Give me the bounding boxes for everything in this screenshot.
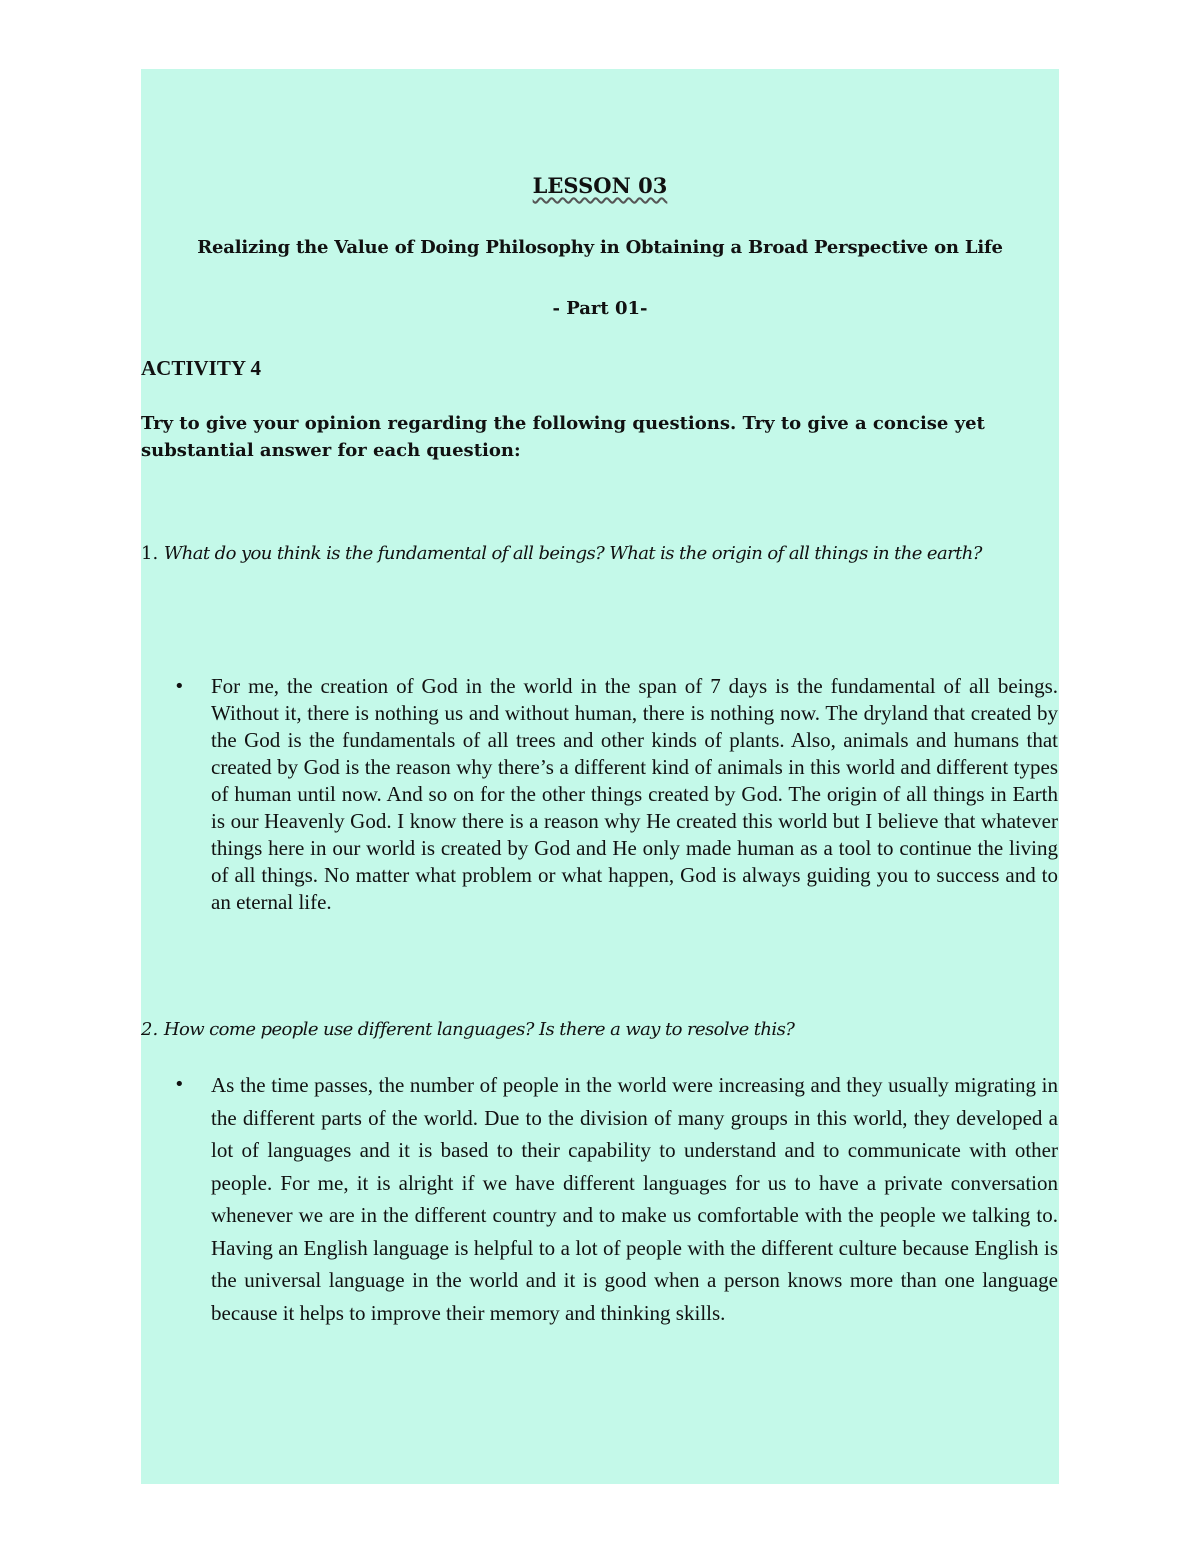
answer-text: As the time passes, the number of people in the world were increasing and they usually migrating in the different parts of the world. Due to the division of many groups in this world, they developed a lot of languages and it is based to their capability to understand and to communicate with other people. For me, it is alright if we have different languages for us to have a private conversation whenever we are in the different country and to make us comfortable with the people we talking to. Having an English language is helpful to a lot of people with the different culture because English is the universal language in the world and it is good when a person knows more than one language because it helps to improve their memory and thinking skills. <box>211 1073 1058 1325</box>
answer-text: For me, the creation of God in the world in the span of 7 days is the fundamental of all beings. Without it, there is nothing us and without human, there is nothing now. The dryland that created by the God is the fundamentals of all trees and other kinds of plants. Also, animals and humans that created by God is the reason why there’s a different kind of animals in this world and different types of human until now. And so on for the other things created by God. The origin of all things in Earth is our Heavenly God. I know there is a reason why He created this world but I believe that whatever things here in our world is created by God and He only made human as a tool to continue the living of all things. No matter what problem or what happen, God is always guiding you to success and to an eternal life. <box>211 674 1058 914</box>
bullet-icon: • <box>174 676 185 697</box>
lesson-title: LESSON 03 <box>532 173 668 198</box>
question-number: 1. <box>141 543 164 564</box>
answer-2 <box>174 1069 1058 1329</box>
activity-instructions: Try to give your opinion regarding the following questions. Try to give a concise yet substantial answer for each question: <box>141 413 985 461</box>
question-number: 2. <box>141 1019 164 1040</box>
question-2 <box>141 1016 1041 1043</box>
activity-heading: ACTIVITY 4 <box>141 356 261 380</box>
document-page <box>141 69 1059 1484</box>
answer-1 <box>174 673 1058 916</box>
bullet-icon: • <box>174 1074 185 1095</box>
question-text: How come people use different languages? Is there a way to resolve this? <box>163 1019 795 1040</box>
question-1 <box>141 540 1041 567</box>
question-text: What do you think is the fundamental of all beings? What is the origin of all things in the earth? <box>163 543 982 564</box>
lesson-subtitle: Realizing the Value of Doing Philosophy in Obtaining a Broad Perspective on Life <box>197 237 1003 258</box>
part-label: - Part 01- <box>552 298 648 319</box>
